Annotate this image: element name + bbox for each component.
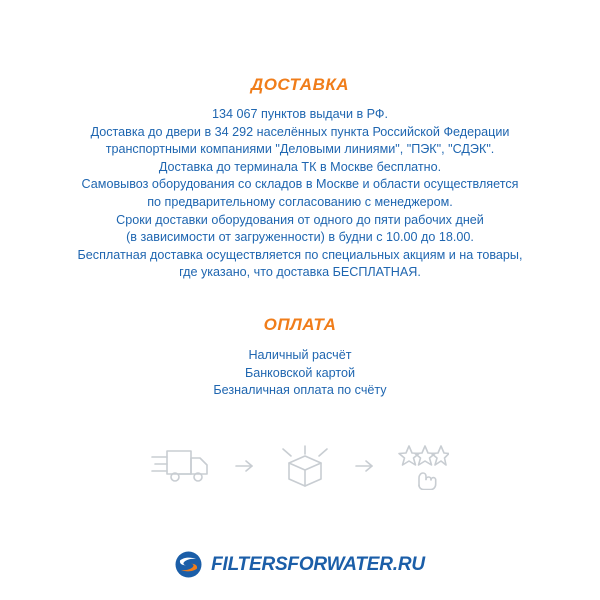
delivery-line: Бесплатная доставка осуществляется по специальных акциям и на товары, — [77, 247, 523, 262]
site-logo-text — [211, 554, 425, 576]
payment-section-title: ОПЛАТА — [263, 314, 337, 334]
process-icon-row — [151, 442, 449, 490]
filtersforwater-swirl-logo — [175, 551, 202, 578]
delivery-line: где указано, что доставка БЕСПЛАТНАЯ. — [179, 265, 421, 280]
delivery-section-title: ДОСТАВКА — [250, 75, 350, 94]
payment-method-item: Безналичная оплата по счёту — [213, 383, 387, 398]
payment-method-item: Наличный расчёт — [248, 347, 352, 362]
brand-tld: .RU — [392, 553, 425, 575]
delivery-line: по предварительному согласованию с менеджером. — [147, 194, 453, 209]
payment-method-item: Банковской картой — [244, 365, 356, 380]
delivery-text-block — [20, 106, 580, 282]
rating-stars-hand-icon — [397, 442, 449, 490]
brand-name: FILTERSFORWATER — [211, 553, 393, 575]
delivery-line: Самовывоз оборудования со складов в Москве и области осуществляется — [81, 177, 519, 192]
site-logo[interactable] — [0, 551, 600, 578]
delivery-truck-icon — [151, 444, 213, 488]
delivery-line: 134 067 пунктов выдачи в РФ. — [212, 107, 388, 121]
payment-methods-list — [213, 347, 386, 400]
arrow-right-icon — [355, 459, 375, 473]
arrow-right-icon — [235, 459, 255, 473]
delivery-line: Доставка до двери в 34 292 населённых пункта Российской Федерации — [90, 124, 510, 139]
delivery-line: (в зависимости от загруженности) в будни с 10.00 до 18.00. — [126, 230, 474, 245]
delivery-line: Сроки доставки оборудования от одного до пяти рабочих дней — [116, 212, 484, 227]
delivery-line: Доставка до терминала ТК в Москве бесплатно. — [158, 159, 442, 174]
open-box-icon — [277, 443, 333, 489]
delivery-line: транспортными компаниями "Деловыми линиями", "ПЭК", "СДЭК". — [105, 142, 495, 157]
